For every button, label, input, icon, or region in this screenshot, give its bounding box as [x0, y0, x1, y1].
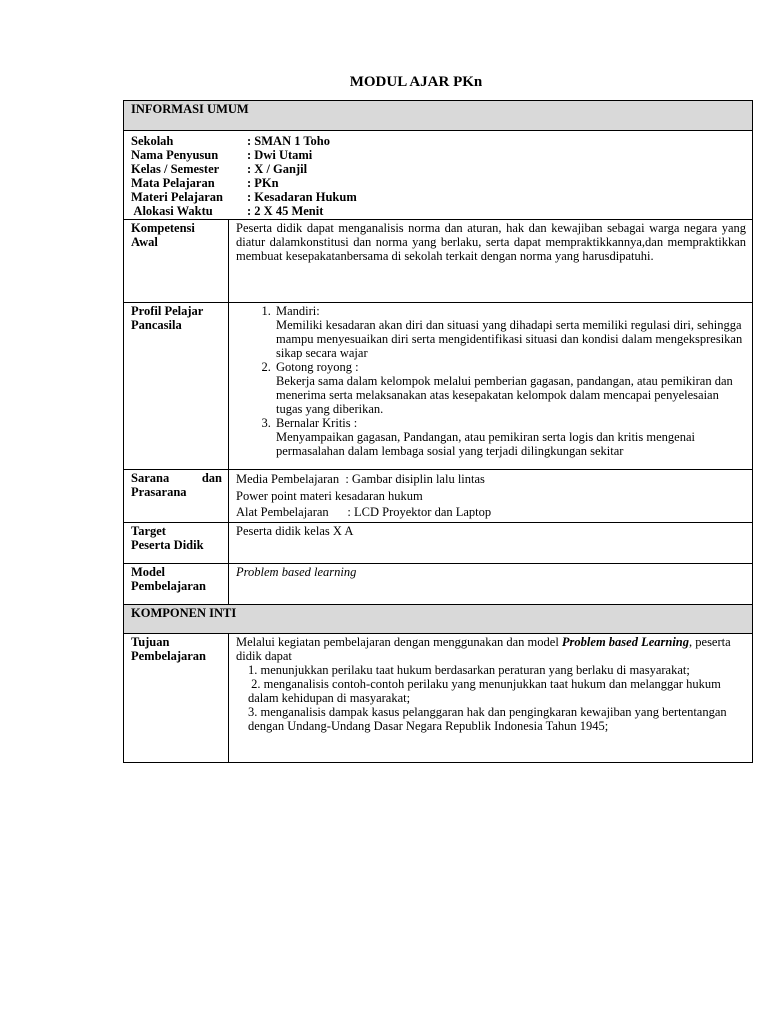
profil-pelajar-label-1: Profil Pelajar — [131, 304, 204, 318]
model-label-1: Model — [131, 564, 166, 579]
document-title: MODUL AJAR PKn — [349, 74, 483, 90]
field-label-alokasi-waktu: Alokasi Waktu — [131, 204, 213, 218]
profil-pelajar-row — [124, 303, 753, 470]
target-label-2: Peserta Didik — [131, 537, 204, 552]
model-row — [124, 563, 753, 604]
profil-list — [236, 304, 746, 458]
profil-item-desc: Memiliki kesadaran akan diri dan situasi yang dihadapi serta memiliki regulasi diri, sehingga mampu menyesuaikan diri serta mengidentifikasi situasi dan kondisi dalam mengekspresikan sikap secara wajar — [276, 318, 743, 360]
kompetensi-awal-label-2: Awal — [131, 235, 158, 249]
tujuan-label-1: Tujuan — [131, 634, 170, 649]
sarana-label-word2: dan — [201, 471, 222, 485]
kompetensi-awal-text: Peserta didik dapat menganalisis norma dan aturan, hak dan kewajiban sebagai warga negara yang diatur dalamkonstitusi dan norma yang berlaku, serta dapat mempraktikkannya,dan mempraktikkan membuat kesepakatanbersama di sekolah terkait dengan norma yang harusdipatuhi. — [229, 220, 753, 303]
list-item — [274, 304, 746, 360]
kompetensi-awal-label-1: Kompetensi — [131, 221, 195, 235]
informasi-umum-header-row — [124, 101, 753, 131]
field-value-sekolah: : SMAN 1 Toho — [247, 134, 331, 148]
field-label-kelas-semester: Kelas / Semester — [131, 162, 220, 176]
tujuan-label-2: Pembelajaran — [131, 648, 206, 663]
target-row — [124, 522, 753, 563]
tujuan-intro-suffix: , peserta didik dapat — [236, 634, 731, 663]
list-item — [274, 416, 746, 458]
tujuan-item: 1. menunjukkan perilaku taat hukum berdasarkan peraturan yang berlaku di masyarakat; — [248, 662, 690, 677]
komponen-inti-header-row — [124, 604, 753, 633]
field-label-nama-penyusun: Nama Penyusun — [131, 148, 219, 162]
profil-item-title: 2. Gotong royong : — [276, 360, 359, 374]
informasi-umum-row — [124, 131, 753, 220]
field-value-alokasi-waktu: : 2 X 45 Menit — [247, 204, 324, 218]
field-value-mata-pelajaran: : PKn — [247, 176, 279, 190]
komponen-inti-header: KOMPONEN INTI — [124, 604, 753, 633]
list-item — [274, 360, 746, 416]
field-label-sekolah: Sekolah — [131, 134, 174, 148]
sarana-label-word1: Sarana — [131, 471, 170, 485]
tujuan-intro-bold: Problem based Learning — [561, 634, 690, 649]
tujuan-item: 3. menganalisis dampak kasus pelanggaran hak dan pengingkaran kewajiban yang bertentangan dengan Undang-Undang Dasar Negara Republik Indonesia Tahun 1945; — [248, 704, 727, 733]
profil-item-desc: Bekerja sama dalam kelompok melalui pemberian gagasan, pandangan, atau pemikiran dan menerima serta melaksanakan atas kesepakatan kelompok dalam mencapai penyelesaian tugas yang diberikan. — [276, 374, 733, 416]
model-label-2: Pembelajaran — [131, 578, 206, 593]
sarana-line: Power point materi kesadaran hukum — [236, 488, 423, 503]
informasi-umum-header: INFORMASI UMUM — [124, 101, 753, 131]
profil-item-title: 3. Bernalar Kritis : — [276, 416, 358, 430]
tujuan-row — [124, 633, 753, 762]
sarana-label-2: Prasarana — [131, 485, 187, 499]
profil-item-title: 1. Mandiri: — [276, 304, 320, 318]
modul-table — [123, 100, 753, 763]
sarana-line: Alat Pembelajaran : LCD Proyektor dan Laptop — [236, 505, 492, 519]
field-label-mata-pelajaran: Mata Pelajaran — [131, 176, 215, 190]
tujuan-intro-prefix: Melalui kegiatan pembelajaran dengan menggunakan dan model — [236, 634, 562, 649]
model-text: Problem based learning — [229, 563, 753, 604]
tujuan-intro — [236, 635, 746, 663]
info-fields — [131, 134, 746, 218]
sarana-line: Media Pembelajaran : Gambar disiplin lalu lintas — [236, 472, 485, 486]
profil-item-desc: Menyampaikan gagasan, Pandangan, atau pemikiran serta logis dan kritis mengenai permasalahan dalam lembaga sosial yang terjadi dilingkungan sekitar — [276, 430, 695, 458]
sarana-row — [124, 470, 753, 523]
profil-pelajar-label-2: Pancasila — [131, 318, 182, 332]
target-text: Peserta didik kelas X A — [229, 522, 753, 563]
kompetensi-awal-row — [124, 220, 753, 303]
field-value-kelas-semester: : X / Ganjil — [247, 162, 308, 176]
field-value-nama-penyusun: : Dwi Utami — [247, 148, 313, 162]
field-label-materi-pelajaran: Materi Pelajaran — [131, 190, 223, 204]
target-label-1: Target — [131, 523, 166, 538]
tujuan-item: 2. menganalisis contoh-contoh perilaku yang menunjukkan taat hukum dan melanggar hukum dalam kehidupan di masyarakat; — [248, 676, 724, 705]
field-value-materi-pelajaran: : Kesadaran Hukum — [247, 190, 357, 204]
